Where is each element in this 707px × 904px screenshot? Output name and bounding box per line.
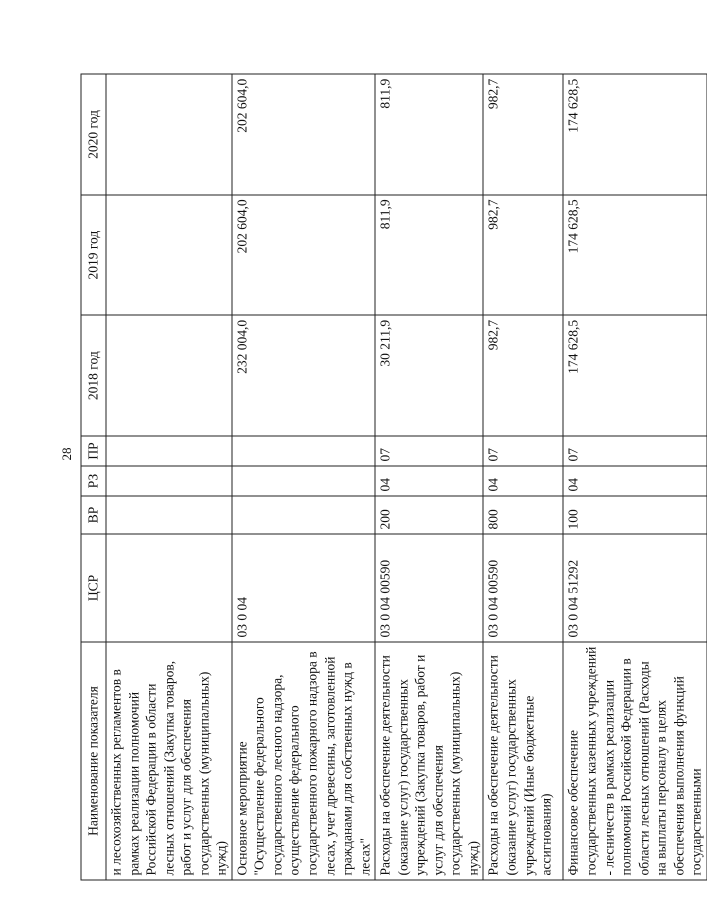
table-row bbox=[483, 74, 563, 880]
row-pr: 07 bbox=[563, 436, 706, 466]
header-pr: ПР bbox=[81, 436, 106, 466]
row-2019: 174 628,5 bbox=[563, 194, 706, 315]
row-rz: 04 bbox=[483, 466, 563, 496]
row-2018: 174 628,5 bbox=[563, 315, 706, 436]
row-rz bbox=[232, 466, 375, 496]
row-name: Расходы на обеспечение деятельности (оказание услуг) государственных учреждений (Иные бюджетные ассигнования) bbox=[483, 642, 563, 880]
row-2020: 982,7 bbox=[483, 74, 563, 195]
row-csr: 03 0 04 51292 bbox=[563, 534, 706, 642]
table-row bbox=[106, 74, 232, 880]
table-header-row bbox=[81, 74, 106, 880]
table-row bbox=[232, 74, 375, 880]
row-name: Основное мероприятие "Осуществление федерального государственного лесного надзора, осуществление федерального государственного пожарного надзора в лесах, учет древесины, заготовленной гражданами для собственных нужд в лесах" bbox=[232, 642, 375, 880]
row-name: и лесохозяйственных регламентов в рамках реализации полномочий Российской Федерации в области лесных отношений (Закупка товаров, работ и услуг для обеспечения государственных (муниципальных) нужд) bbox=[106, 642, 232, 880]
row-rz: 04 bbox=[563, 466, 706, 496]
page-number: 28 bbox=[59, 447, 74, 461]
row-csr bbox=[106, 534, 232, 642]
row-rz: 04 bbox=[375, 466, 483, 496]
row-2018 bbox=[106, 315, 232, 436]
row-vr bbox=[106, 496, 232, 534]
row-vr bbox=[232, 496, 375, 534]
table-row bbox=[563, 74, 706, 880]
row-2019 bbox=[106, 194, 232, 315]
row-name: Финансовое обеспечение государственных казенных учреждений - лесничеств в рамках реализации полномочий Российской Федерации в области лесных отношений (Расходы на выплаты персоналу в целях обеспечения выполнения функций государственными bbox=[563, 642, 706, 880]
table-row bbox=[375, 74, 483, 880]
row-pr: 07 bbox=[375, 436, 483, 466]
row-rz bbox=[106, 466, 232, 496]
row-2019: 811,9 bbox=[375, 194, 483, 315]
row-csr: 03 0 04 00590 bbox=[483, 534, 563, 642]
row-pr bbox=[106, 436, 232, 466]
row-2018: 232 004,0 bbox=[232, 315, 375, 436]
row-2018: 30 211,9 bbox=[375, 315, 483, 436]
header-vr: ВР bbox=[81, 496, 106, 534]
budget-table bbox=[81, 73, 707, 880]
header-csr: ЦСР bbox=[81, 534, 106, 642]
row-vr: 100 bbox=[563, 496, 706, 534]
row-2020: 174 628,5 bbox=[563, 74, 706, 195]
row-2020: 202 604,0 bbox=[232, 74, 375, 195]
row-2018: 982,7 bbox=[483, 315, 563, 436]
row-vr: 200 bbox=[375, 496, 483, 534]
row-pr bbox=[232, 436, 375, 466]
row-csr: 03 0 04 00590 bbox=[375, 534, 483, 642]
row-name: Расходы на обеспечение деятельности (оказание услуг) государственных учреждений (Закупка товаров, работ и услуг для обеспечения государственных (муниципальных) нужд) bbox=[375, 642, 483, 880]
row-2019: 982,7 bbox=[483, 194, 563, 315]
header-2019: 2019 год bbox=[81, 194, 106, 315]
header-2018: 2018 год bbox=[81, 315, 106, 436]
row-2019: 202 604,0 bbox=[232, 194, 375, 315]
row-2020: 811,9 bbox=[375, 74, 483, 195]
row-csr: 03 0 04 bbox=[232, 534, 375, 642]
header-rz: РЗ bbox=[81, 466, 106, 496]
rotated-page-content bbox=[81, 74, 704, 880]
row-pr: 07 bbox=[483, 436, 563, 466]
header-2020: 2020 год bbox=[81, 74, 106, 195]
row-2020 bbox=[106, 74, 232, 195]
row-vr: 800 bbox=[483, 496, 563, 534]
header-name: Наименование показателя bbox=[81, 642, 106, 880]
